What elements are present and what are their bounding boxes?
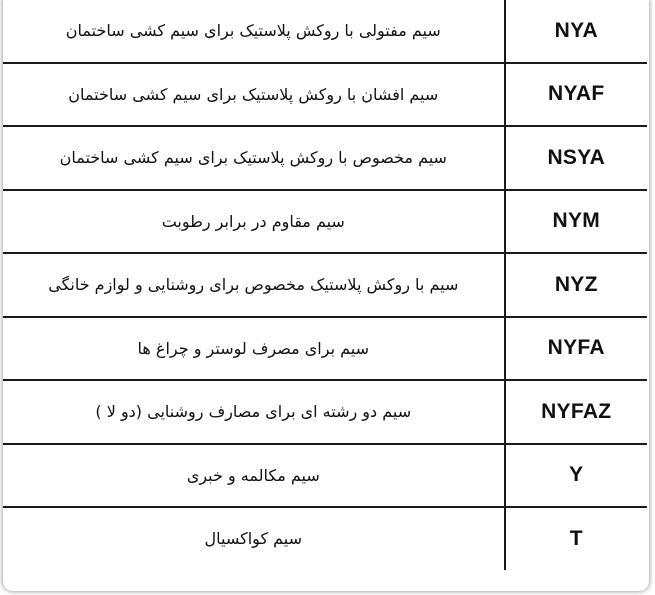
wire-code-cell: T (505, 507, 647, 570)
wire-description-cell: سیم مفتولی با روکش پلاستیک برای سیم کشی ساختمان (3, 0, 505, 63)
wire-code-cell: NYFAZ (505, 380, 647, 444)
wire-code-cell: NSYA (505, 126, 647, 190)
wire-description-cell: سیم مقاوم در برابر رطوبت (3, 190, 505, 254)
wire-description-cell: سیم کواکسیال (3, 507, 505, 570)
wire-code-cell: NYZ (505, 253, 647, 317)
wire-types-card (3, 0, 649, 591)
wire-description-cell: سیم مخصوص با روکش پلاستیک برای سیم کشی ساختمان (3, 126, 505, 190)
wire-description-cell: سیم با روکش پلاستیک مخصوص برای روشنایی و لوازم خانگی (3, 253, 505, 317)
wire-description-cell: سیم افشان با روکش پلاستیک برای سیم کشی ساختمان (3, 63, 505, 127)
table-row (3, 0, 647, 63)
table-row (3, 126, 647, 190)
table-row (3, 380, 647, 444)
wire-code-cell: NYFA (505, 317, 647, 381)
wire-code-cell: NYM (505, 190, 647, 254)
wire-types-table (3, 0, 647, 570)
table-row (3, 444, 647, 508)
table-row (3, 317, 647, 381)
wire-code-cell: Y (505, 444, 647, 508)
table-row (3, 63, 647, 127)
wire-description-cell: سیم مکالمه و خبری (3, 444, 505, 508)
wire-code-cell: NYA (505, 0, 647, 63)
wire-description-cell: سیم برای مصرف لوستر و چراغ ها (3, 317, 505, 381)
wire-description-cell: سیم دو رشته ای برای مصارف روشنایی (دو لا ) (3, 380, 505, 444)
table-row (3, 507, 647, 570)
table-row (3, 253, 647, 317)
table-row (3, 190, 647, 254)
wire-code-cell: NYAF (505, 63, 647, 127)
